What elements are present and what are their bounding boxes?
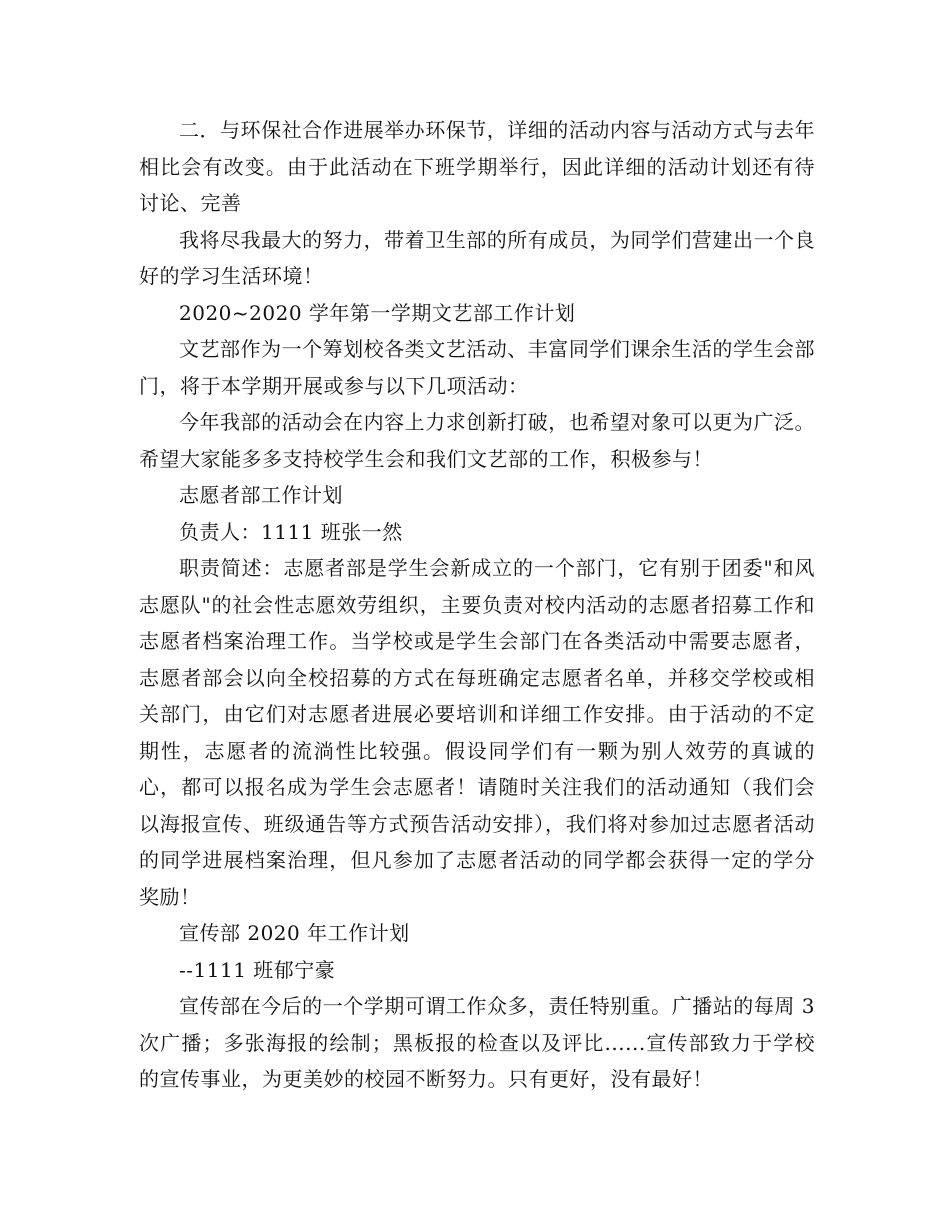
document-body [139, 112, 815, 1098]
paragraph-environment-festival: 二．与环保社合作进展举办环保节，详细的活动内容与活动方式与去年相比会有改变。由于此活动在下班学期举行，因此详细的活动计划还有待讨论、完善 [139, 118, 815, 215]
paragraph-volunteer-duties: 职责简述：志愿者部是学生会新成立的一个部门，它有别于团委"和风志愿队"的社会性志愿效劳组织，主要负责对校内活动的志愿者招募工作和志愿者档案治理工作。当学校或是学生会部门在各类活动中需要志愿者，志愿者部会以向全校招募的方式在每班确定志愿者名单，并移交学校或相关部门，由它们对志愿者进展必要培训和详细工作安排。由于活动的不定期性，志愿者的流淌性比较强。假设同学们有一颗为别人效劳的真诚的心，都可以报名成为学生会志愿者！请随时关注我们的活动通知（我们会以海报宣传、班级通告等方式预告活动安排），我们将对参加过志愿者活动的同学进展档案治理，但凡参加了志愿者活动的同学都会获得一定的学分奖励！ [139, 556, 815, 909]
heading-volunteer-plan: 志愿者部工作计划 [179, 483, 343, 507]
volunteer-leader: 负责人：1111 班张一然 [179, 519, 403, 544]
paragraph-arts-intro: 文艺部作为一个筹划校各类文艺活动、丰富同学们课余生活的学生会部门，将于本学期开展或参与以下几项活动： [139, 337, 815, 398]
heading-arts-plan: 2020~2020 学年第一学期文艺部工作计划 [179, 300, 576, 325]
publicity-author: --1111 班郁宁豪 [179, 957, 336, 982]
paragraph-publicity-work: 宣传部在今后的一个学期可谓工作众多，责任特别重。广播站的每周 3 次广播；多张海报的绘制；黑板报的检查以及评比......宣传部致力于学校的宣传事业，为更美妙的校园不断努力。只有更好，没有最好！ [139, 994, 815, 1091]
paragraph-arts-goal: 今年我部的活动会在内容上力求创新打破，也希望对象可以更为广泛。希望大家能多多支持校学生会和我们文艺部的工作，积极参与！ [139, 410, 815, 471]
heading-publicity-plan: 宣传部 2020 年工作计划 [179, 921, 410, 945]
paragraph-hygiene-pledge: 我将尽我最大的努力，带着卫生部的所有成员，为同学们营建出一个良好的学习生活环境！ [139, 227, 815, 288]
